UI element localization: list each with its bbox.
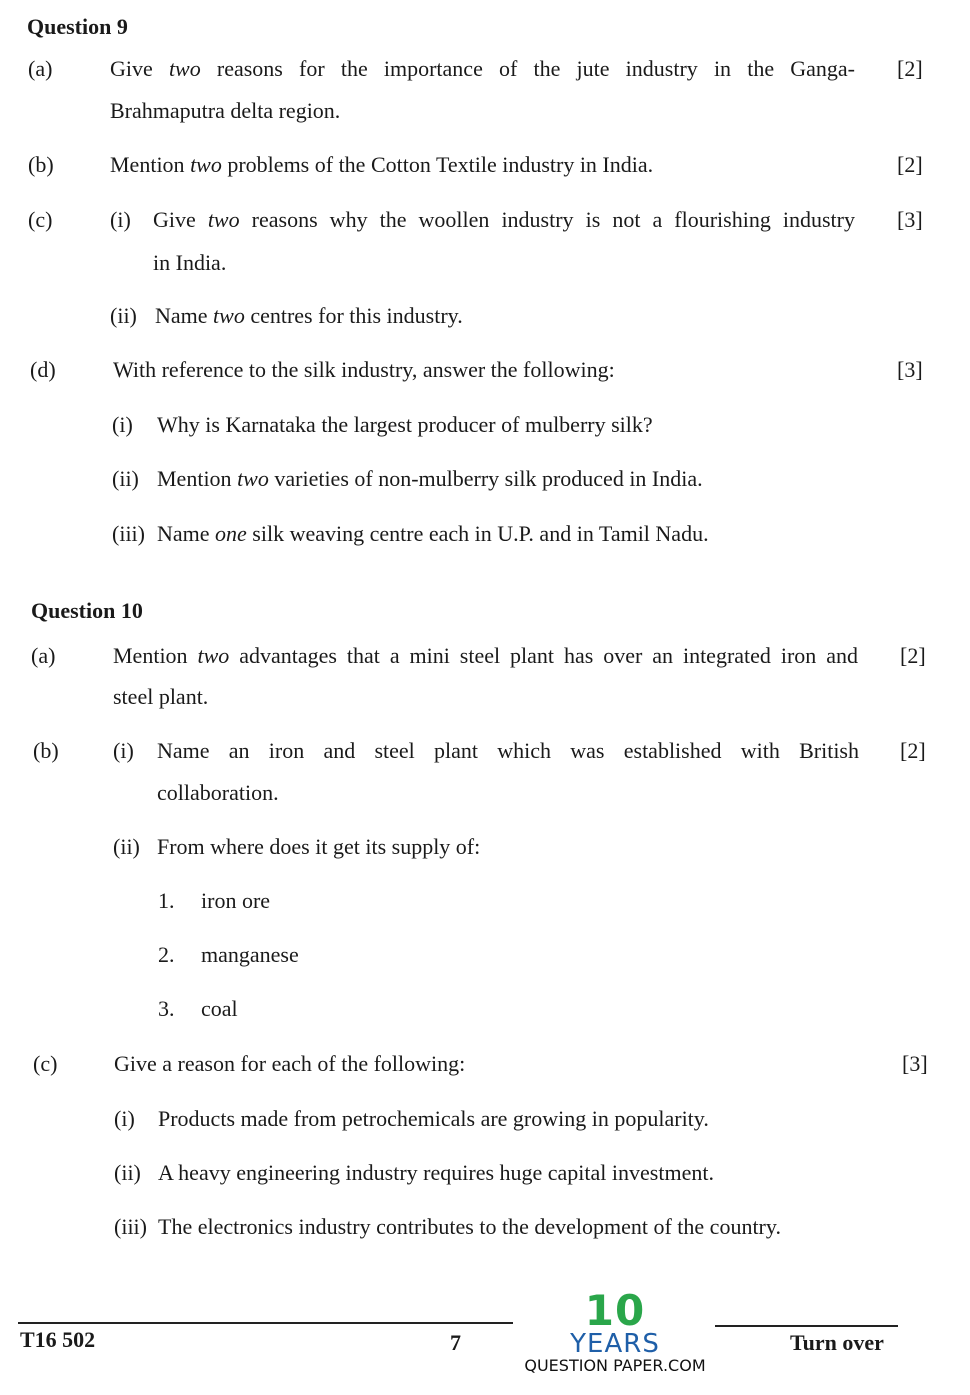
- q10c-iii-label: (iii): [114, 1214, 147, 1239]
- q9a-text-line1: [110, 56, 855, 82]
- q10b-marks: [2]: [900, 738, 926, 763]
- q10c-text: Give a reason for each of the following:: [114, 1051, 466, 1076]
- q9b-label: (b): [28, 152, 54, 177]
- q9d-ii-emph: two: [237, 466, 269, 491]
- q10b-i-label: (i): [113, 738, 134, 763]
- q9d-ii-pre: Mention: [157, 466, 238, 491]
- q9d-iii-post: silk weaving centre each in U.P. and in Tamil Nadu.: [246, 521, 709, 546]
- q9c-i-text-line1: [153, 207, 855, 233]
- q9a-label: (a): [28, 56, 53, 81]
- q10b-item-text: iron ore: [201, 888, 271, 913]
- q10a-post: advantages that a mini steel plant has over an integrated iron and: [229, 643, 858, 668]
- q9c-ii-post: centres for this industry.: [244, 303, 463, 328]
- q9c-marks: [3]: [897, 207, 923, 232]
- q10a-pre: Mention: [113, 643, 198, 668]
- q9b-pre: Mention: [110, 152, 191, 177]
- q9c-ii-emph: two: [213, 303, 245, 328]
- q10c-iii-text: The electronics industry contributes to the development of the country.: [158, 1214, 781, 1239]
- question-10-title: Question 10: [31, 598, 143, 623]
- q10b-i-text-line2: collaboration.: [157, 780, 279, 805]
- q9c-ii-pre: Name: [155, 303, 214, 328]
- q10b-item-num: 1.: [158, 888, 175, 913]
- q9d-iii-text: [157, 521, 709, 547]
- q10b-item-num: 3.: [158, 996, 175, 1021]
- q10b-item-text: manganese: [201, 942, 299, 967]
- q10a-marks: [2]: [900, 643, 926, 668]
- q10a-text-line2: steel plant.: [113, 684, 209, 709]
- logo-years: YEARS: [570, 1329, 660, 1359]
- q10a-label: (a): [31, 643, 56, 668]
- q9a-marks: [2]: [897, 56, 923, 81]
- q9a-pre: Give: [110, 56, 169, 81]
- q9d-marks: [3]: [897, 357, 923, 382]
- q9d-ii-label: (ii): [112, 466, 139, 491]
- q10c-marks: [3]: [902, 1051, 928, 1076]
- page-number: 7: [450, 1330, 461, 1355]
- q9c-i-pre: Give: [153, 207, 208, 232]
- q10c-i-text: Products made from petrochemicals are growing in popularity.: [158, 1106, 709, 1131]
- q9c-ii-label: (ii): [110, 303, 137, 328]
- q10b-item-num: 2.: [158, 942, 175, 967]
- q9d-iii-emph: one: [215, 521, 247, 546]
- question-9-title: Question 9: [27, 14, 128, 39]
- q10c-i-label: (i): [114, 1106, 135, 1131]
- q10b-i-text-line1: Name an iron and steel plant which was established with British: [157, 738, 859, 763]
- q9a-text-line2: Brahmaputra delta region.: [110, 98, 341, 123]
- q10a-text-line1: [113, 643, 858, 669]
- q9d-ii-post: varieties of non-mulberry silk produced in India.: [268, 466, 703, 491]
- q9b-marks: [2]: [897, 152, 923, 177]
- q9d-i-label: (i): [112, 412, 133, 437]
- q9c-i-label: (i): [110, 207, 131, 232]
- q9a-post: reasons for the importance of the jute industry in the Ganga-: [200, 56, 855, 81]
- q9d-i-text: Why is Karnataka the largest producer of mulberry silk?: [157, 412, 653, 437]
- q9b-text: [110, 152, 653, 178]
- q10c-ii-text: A heavy engineering industry requires huge capital investment.: [158, 1160, 714, 1185]
- q10b-item-text: coal: [201, 996, 238, 1021]
- paper-code: T16 502: [20, 1327, 96, 1352]
- q10a-emph: two: [197, 643, 230, 668]
- q9a-emph: two: [168, 56, 201, 81]
- site-logo: [515, 1286, 715, 1376]
- q9c-ii-text: [155, 303, 463, 329]
- q9c-i-emph: two: [207, 207, 240, 232]
- q9d-iii-pre: Name: [157, 521, 216, 546]
- logo-number: 10: [584, 1286, 646, 1335]
- turn-over: Turn over: [790, 1330, 884, 1355]
- q9d-iii-label: (iii): [112, 521, 145, 546]
- q10b-label: (b): [33, 738, 59, 763]
- q9d-ii-text: [157, 466, 703, 492]
- q9b-post: problems of the Cotton Textile industry in India.: [221, 152, 654, 177]
- footer-rule-right: [715, 1325, 898, 1327]
- q10b-ii-label: (ii): [113, 834, 140, 859]
- q10b-ii-text: From where does it get its supply of:: [157, 834, 481, 859]
- q9b-emph: two: [190, 152, 222, 177]
- footer-rule-left: [18, 1322, 513, 1324]
- q9c-label: (c): [28, 207, 53, 232]
- logo-site: QUESTION PAPER.COM: [524, 1356, 706, 1375]
- q10c-label: (c): [33, 1051, 58, 1076]
- q10c-ii-label: (ii): [114, 1160, 141, 1185]
- q9d-label: (d): [30, 357, 56, 382]
- q9c-i-text-line2: in India.: [153, 250, 227, 275]
- q9d-text: With reference to the silk industry, answer the following:: [113, 357, 615, 382]
- q9c-i-post: reasons why the woollen industry is not a flourishing industry: [239, 207, 855, 232]
